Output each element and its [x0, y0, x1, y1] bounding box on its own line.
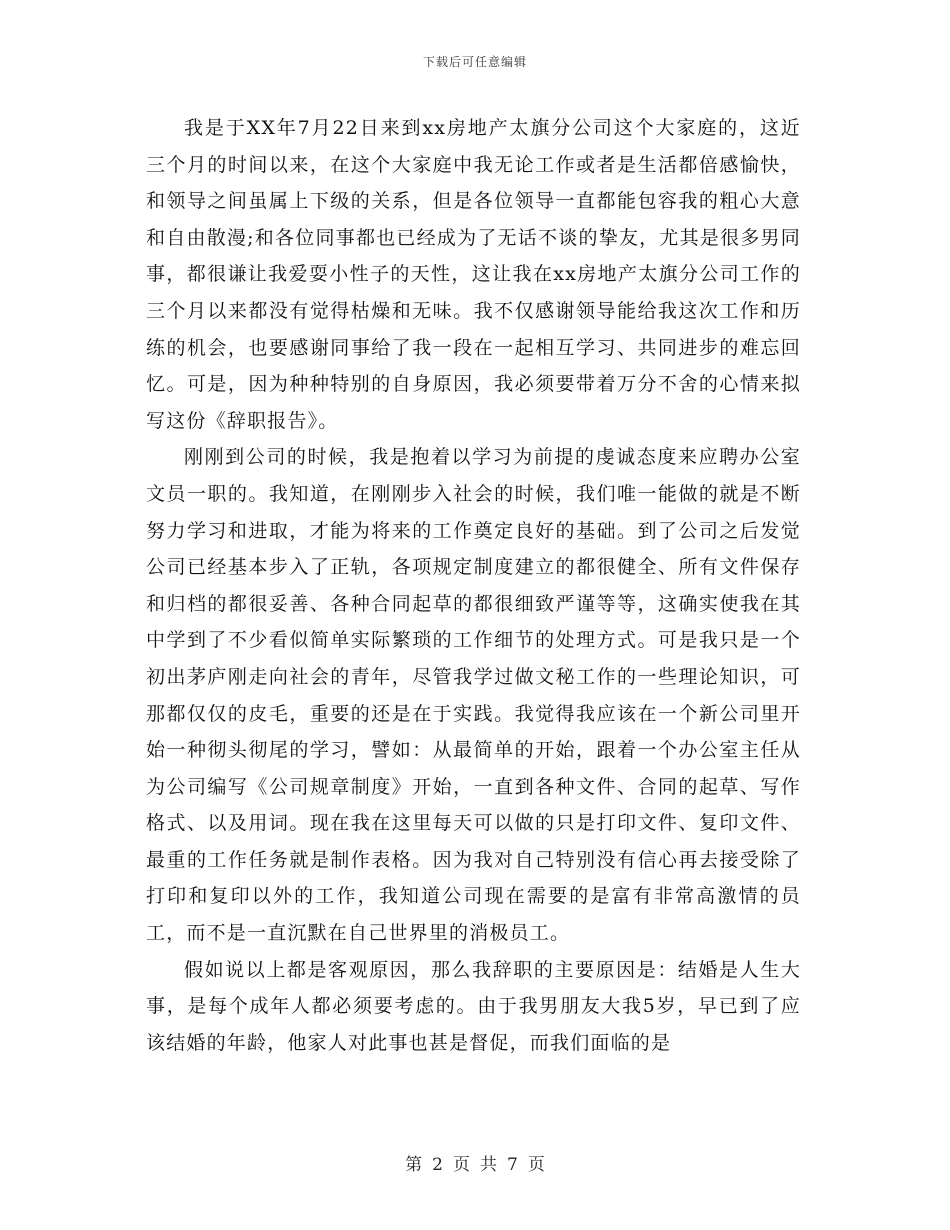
page-header: 下载后可任意编辑 [422, 55, 527, 69]
total-label: 共 [480, 1155, 497, 1175]
document-body [146, 110, 801, 1061]
paragraph-2: 刚刚到公司的时候，我是抱着以学习为前提的虔诚态度来应聘办公室文员一职的。我知道，在刚刚步入社会的时候，我们唯一能做的就是不断努力学习和进取，才能为将来的工作奠定良好的基础。到了公司之后发觉公司已经基本步入了正轨，各项规定制度建立的都很健全、所有文件保存和归档的都很妥善、各种合同起草的都很细致严谨等等，这确实使我在其中学到了不少看似简单实际繁琐的工作细节的处理方式。可是我只是一个初出茅庐刚走向社会的青年，尽管我学过做文秘工作的一些理论知识，可那都仅仅的皮毛，重要的还是在于实践。我觉得我应该在一个新公司里开始一种彻头彻尾的学习，譬如：从最简单的开始，跟着一个办公室主任从为公司编写《公司规章制度》开始，一直到各种文件、合同的起草、写作格式、以及用词。现在我在这里每天可以做的只是打印文件、复印文件、最重的工作任务就是制作表格。因为我对自己特别没有信心再去接受除了打印和复印以外的工作，我知道公司现在需要的是富有非常高激情的员工，而不是一直沉默在自己世界里的消极员工。 [146, 446, 801, 945]
page-label-prefix: 第 [405, 1155, 423, 1175]
paragraph-1: 我是于XX年7月22日来到xx房地产太旗分公司这个大家庭的，这近三个月的时间以来，在这个大家庭中我无论工作或者是生活都倍感愉快，和领导之间虽属上下级的关系，但是各位领导一直都能包容我的粗心大意和自由散漫;和各位同事都也已经成为了无话不谈的挚友，尤其是很多男同事，都很谦让我爱耍小性子的天性，这让我在xx房地产太旗分公司工作的三个月以来都没有觉得枯燥和无味。我不仅感谢领导能给我这次工作和历练的机会，也要感谢同事给了我一段在一起相互学习、共同进步的难忘回忆。可是，因为种种特别的自身原因，我必须要带着万分不舍的心情来拟写这份《辞职报告》。 [146, 117, 801, 432]
total-label-unit: 页 [527, 1155, 545, 1175]
page-footer [0, 1150, 950, 1175]
page-label-unit: 页 [453, 1155, 470, 1175]
current-page-number: 2 [432, 1155, 443, 1175]
paragraph-3: 假如说以上都是客观原因，那么我辞职的主要原因是：结婚是人生大事，是每个成年人都必须要考虑的。由于我男朋友大我5岁，早已到了应该结婚的年龄，他家人对此事也甚是督促，而我们面临的是 [146, 958, 801, 1054]
total-pages-number: 7 [507, 1155, 518, 1175]
